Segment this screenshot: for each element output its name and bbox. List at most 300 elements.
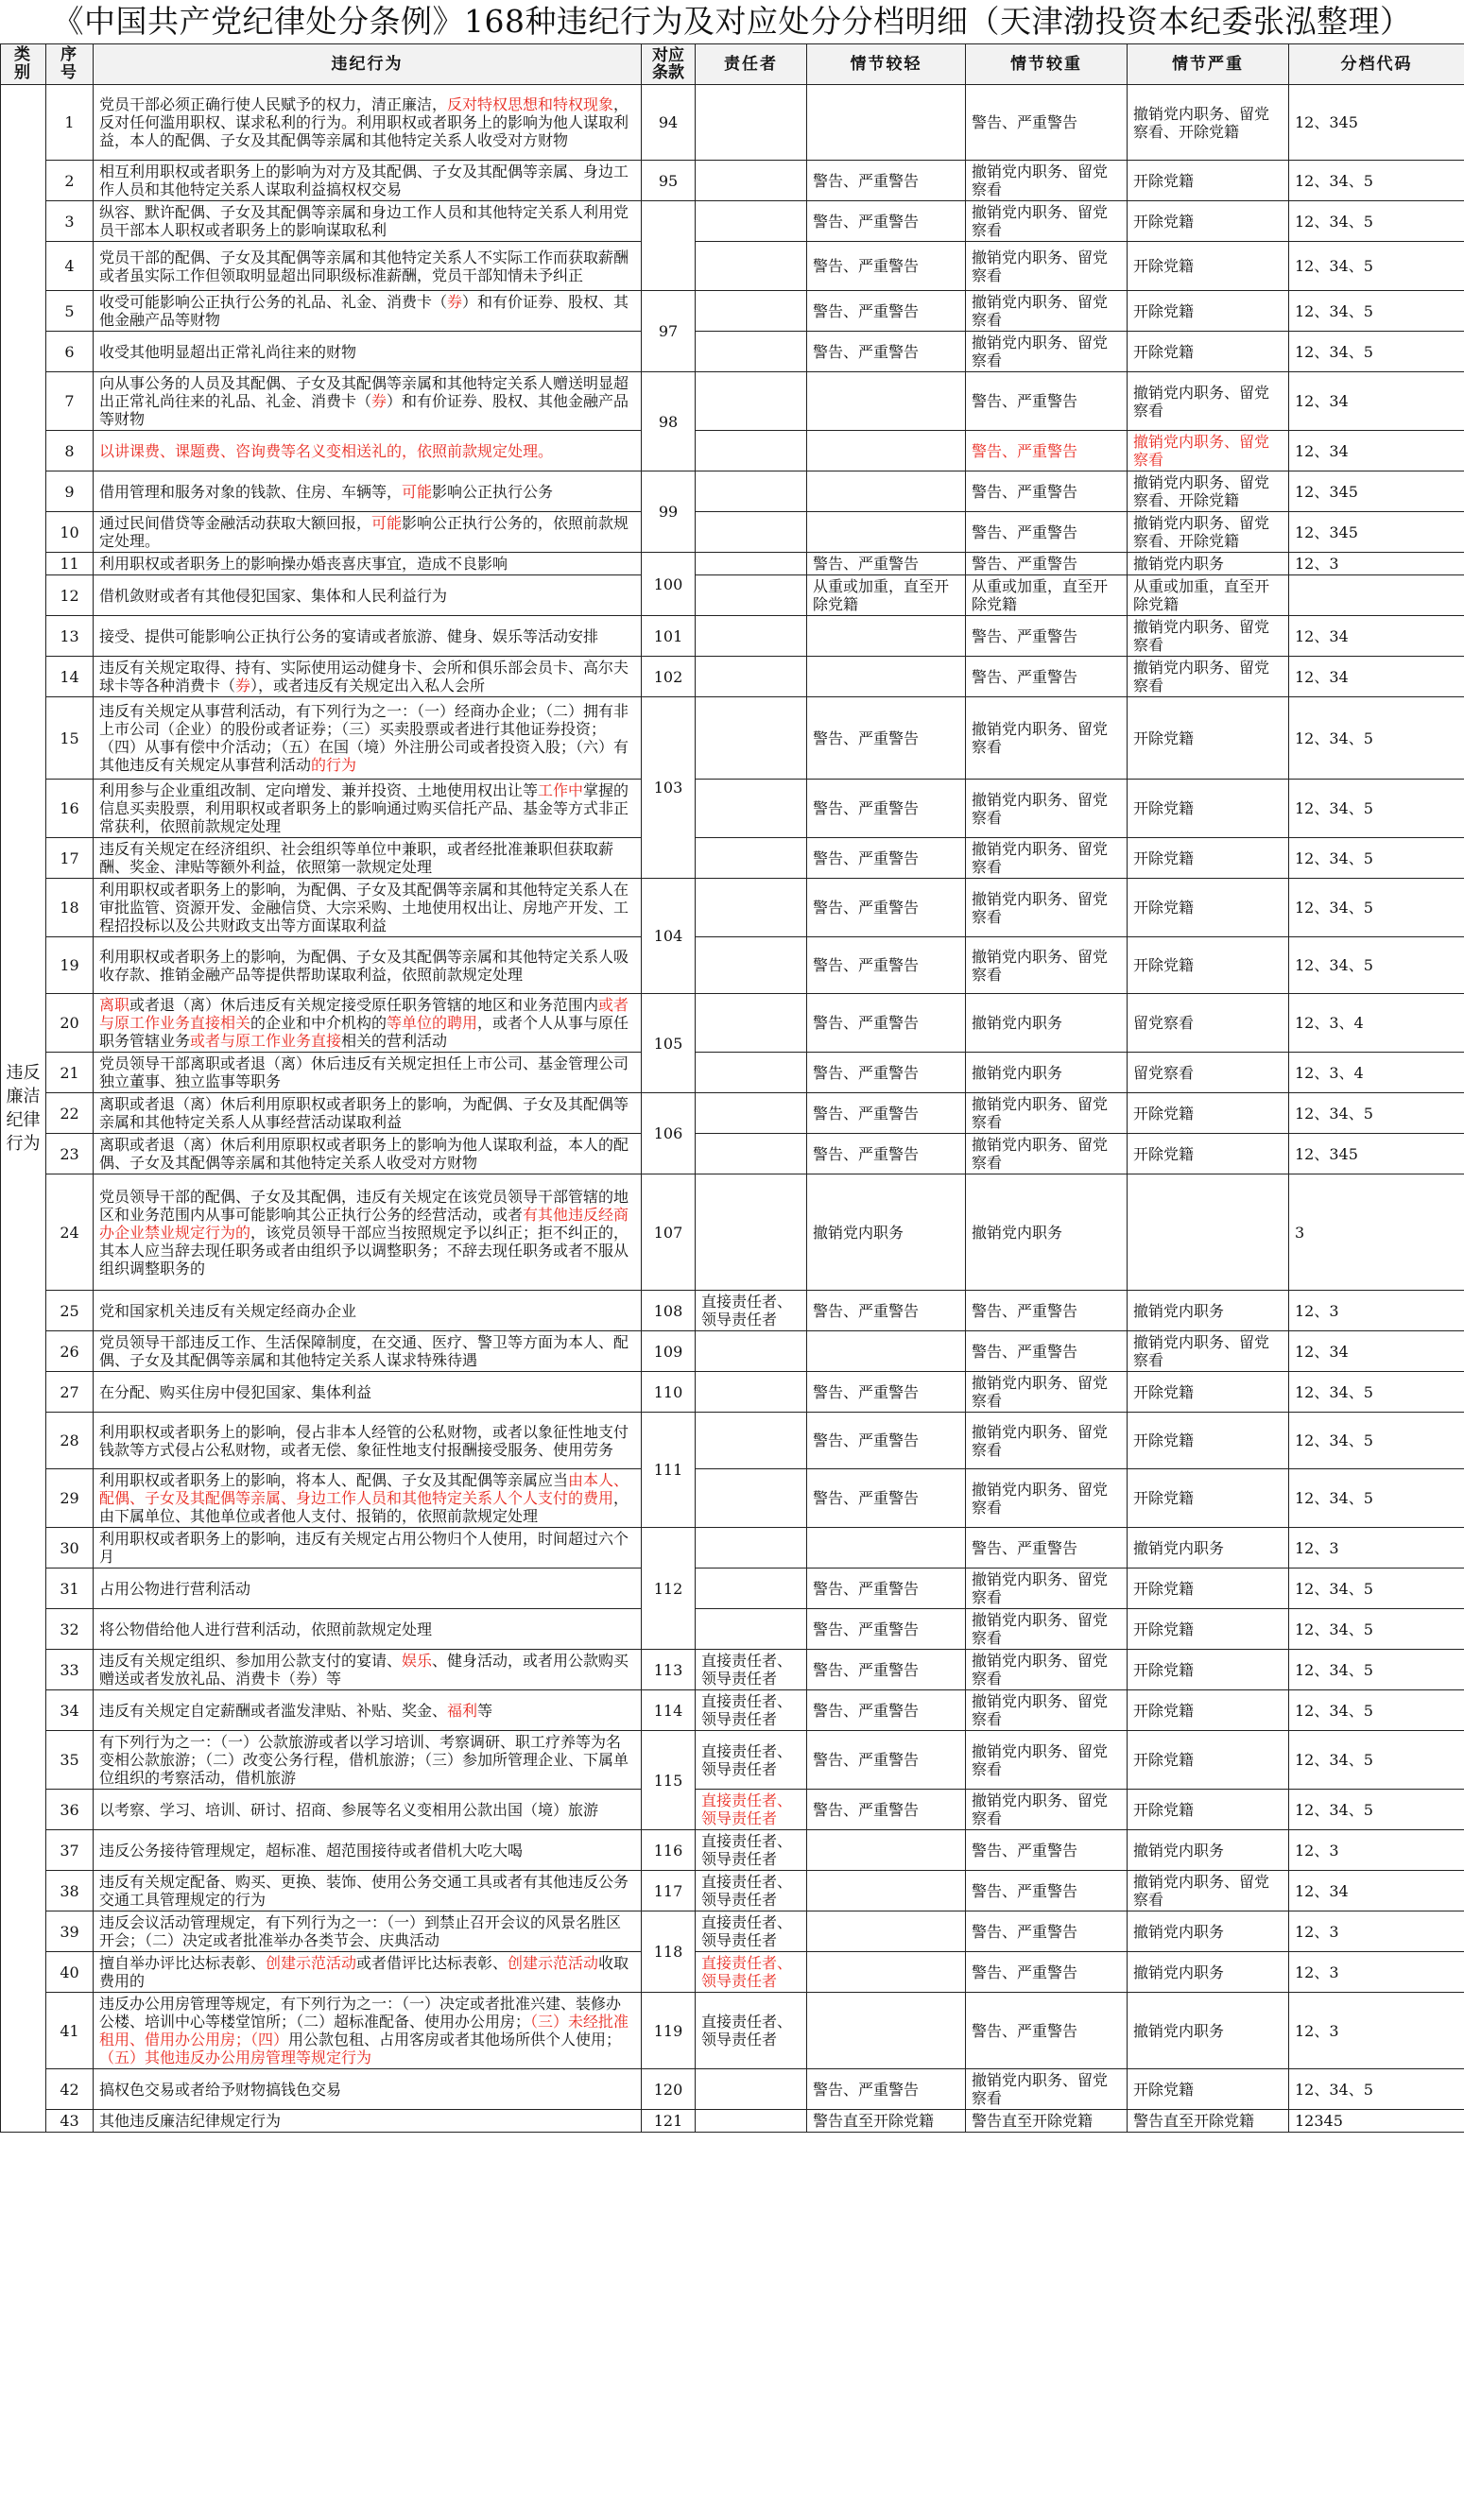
behavior-cell xyxy=(94,242,642,291)
serious-penalty-cell xyxy=(1128,994,1289,1053)
heavy-penalty-cell xyxy=(966,2069,1128,2110)
code-cell: 12、3 xyxy=(1289,1830,1464,1871)
heavy-penalty-cell xyxy=(966,471,1128,512)
article-cell: 100 xyxy=(642,553,696,616)
seq-cell: 25 xyxy=(46,1291,94,1331)
seq-cell: 34 xyxy=(46,1690,94,1731)
article-cell: 108 xyxy=(642,1291,696,1331)
responsible-cell xyxy=(696,1174,807,1291)
text-run: 撤销党内职务、留党察看 xyxy=(972,889,1109,926)
text-run: 收受其他明显超出正常礼尚往来的财物 xyxy=(99,342,357,361)
text-run: 影响公正执行公务的，依照前款规定处理。 xyxy=(99,514,629,550)
table-row xyxy=(1,372,1464,431)
behavior-cell xyxy=(94,291,642,332)
text-run: 券 xyxy=(447,293,463,311)
serious-penalty-cell xyxy=(1128,616,1289,657)
responsible-cell xyxy=(696,1093,807,1134)
light-penalty-cell xyxy=(807,553,966,575)
text-run: 撤销党内职务、留党察看、开除党籍 xyxy=(1133,473,1270,509)
light-penalty-cell xyxy=(807,1372,966,1413)
text-run: 警告、严重警告 xyxy=(813,1751,920,1769)
behavior-cell xyxy=(94,1569,642,1609)
text-run: 违反有关规定取得、持有、实际使用运动健身卡、会所和俱乐部会员卡、高尔夫球卡等各种消费卡（ xyxy=(99,659,629,694)
text-run: 警告、严重警告 xyxy=(972,1301,1078,1320)
text-run: 警告、严重警告 xyxy=(972,392,1078,410)
serious-penalty-cell xyxy=(1128,1952,1289,1993)
seq-cell: 1 xyxy=(46,85,94,161)
code-cell: 12、3 xyxy=(1289,1993,1464,2069)
light-penalty-cell xyxy=(807,657,966,697)
text-run: 撤销党内职务 xyxy=(972,1014,1063,1032)
article-cell: 118 xyxy=(642,1911,696,1993)
responsible-cell xyxy=(696,1690,807,1731)
heavy-penalty-cell xyxy=(966,780,1128,838)
code-cell xyxy=(1289,575,1464,616)
text-run: 擅自举办评比达标表彰、 xyxy=(99,1954,267,1972)
serious-penalty-cell xyxy=(1128,1134,1289,1174)
responsible-cell xyxy=(696,1650,807,1690)
table-row xyxy=(1,616,1464,657)
responsible-cell xyxy=(696,2110,807,2133)
text-run: 从重或加重，直至开除党籍 xyxy=(813,577,950,613)
article-cell: 101 xyxy=(642,616,696,657)
text-run: 警告、严重警告 xyxy=(813,729,920,747)
heavy-penalty-cell xyxy=(966,1053,1128,1093)
serious-penalty-cell xyxy=(1128,780,1289,838)
text-run: 开除党籍 xyxy=(1133,212,1195,231)
heavy-penalty-cell xyxy=(966,1871,1128,1911)
article-cell: 121 xyxy=(642,2110,696,2133)
text-run: 警告、严重警告 xyxy=(972,1342,1078,1361)
text-run: 警告、严重警告 xyxy=(813,555,920,573)
text-run: 警告、严重警告 xyxy=(813,1014,920,1032)
code-cell: 12、34 xyxy=(1289,1871,1464,1911)
text-run: 开除党籍 xyxy=(1133,171,1195,190)
text-run: 利用参与企业重组改制、定向增发、兼并投资、土地使用权出让等 xyxy=(99,781,539,799)
light-penalty-cell xyxy=(807,332,966,372)
responsible-cell xyxy=(696,1569,807,1609)
article-cell: 111 xyxy=(642,1413,696,1528)
serious-penalty-cell xyxy=(1128,201,1289,242)
code-cell: 12、34、5 xyxy=(1289,879,1464,937)
responsible-cell xyxy=(696,1790,807,1830)
seq-cell: 16 xyxy=(46,780,94,838)
heavy-penalty-cell xyxy=(966,1174,1128,1291)
seq-cell: 40 xyxy=(46,1952,94,1993)
text-run: 警告、严重警告 xyxy=(972,667,1078,686)
table-row xyxy=(1,994,1464,1053)
light-penalty-cell xyxy=(807,1569,966,1609)
article-cell: 98 xyxy=(642,372,696,471)
responsible-cell xyxy=(696,372,807,431)
seq-cell: 10 xyxy=(46,512,94,553)
behavior-cell xyxy=(94,1174,642,1291)
text-run: 撤销党内职务、留党察看 xyxy=(1133,433,1270,469)
text-run: 违反有关规定配备、购买、更换、装饰、使用公务交通工具或者有其他违反公务交通工具管理规定的行为 xyxy=(99,1873,629,1909)
seq-cell: 14 xyxy=(46,657,94,697)
light-penalty-cell xyxy=(807,1690,966,1731)
heavy-penalty-cell xyxy=(966,1469,1128,1528)
text-run: 警告、严重警告 xyxy=(972,555,1078,573)
table-row xyxy=(1,1528,1464,1569)
table-row xyxy=(1,1830,1464,1871)
article-cell: 119 xyxy=(642,1993,696,2069)
serious-penalty-cell xyxy=(1128,332,1289,372)
text-run: 警告、严重警告 xyxy=(972,1922,1078,1941)
text-run: 搞权色交易或者给予财物搞钱色交易 xyxy=(99,2080,342,2099)
text-run: 直接责任者、领导责任者 xyxy=(701,1954,793,1990)
behavior-cell xyxy=(94,372,642,431)
table-row xyxy=(1,201,1464,242)
behavior-cell xyxy=(94,1690,642,1731)
text-run: 警告、严重警告 xyxy=(813,1104,920,1123)
text-run: 警告、严重警告 xyxy=(972,1841,1078,1860)
text-run: ，由下属单位、其他单位或者他人支付、报销的，依照前款规定处理 xyxy=(99,1489,629,1525)
article-cell: 99 xyxy=(642,471,696,553)
text-run: 开除党籍 xyxy=(1133,849,1195,867)
table-row xyxy=(1,879,1464,937)
text-run: 券 xyxy=(371,392,388,410)
responsible-cell xyxy=(696,1469,807,1528)
text-run: 警告、严重警告 xyxy=(813,301,920,320)
serious-penalty-cell xyxy=(1128,161,1289,201)
header-seq: 序号 xyxy=(46,44,94,85)
text-run: 有下列行为之一：（一）公款旅游或者以学习培训、考察调研、职工疗养等为名变相公款旅游；（二）改变公务行程，借机旅游；（三）参加所管理企业、下属单位组织的考察活动，借机旅游 xyxy=(99,1733,629,1787)
behavior-cell xyxy=(94,1053,642,1093)
article-cell: 110 xyxy=(642,1372,696,1413)
text-run: 撤销党内职务、留党察看 xyxy=(972,1374,1109,1410)
category-cell xyxy=(1,85,46,2133)
text-run: 警告、严重警告 xyxy=(813,1579,920,1598)
responsible-cell xyxy=(696,697,807,780)
code-cell: 12、345 xyxy=(1289,1134,1464,1174)
header-heavy: 情节较重 xyxy=(966,44,1128,85)
serious-penalty-cell xyxy=(1128,1174,1289,1291)
seq-cell: 28 xyxy=(46,1413,94,1469)
heavy-penalty-cell xyxy=(966,291,1128,332)
responsible-cell xyxy=(696,161,807,201)
responsible-cell xyxy=(696,1952,807,1993)
text-run: 撤销党内职务 xyxy=(1133,2021,1225,2040)
text-run: 警告直至开除党籍 xyxy=(813,2112,935,2130)
heavy-penalty-cell xyxy=(966,1790,1128,1830)
light-penalty-cell xyxy=(807,1331,966,1372)
text-run: 有其他违反经商办企业禁业规定行为的 xyxy=(99,1205,629,1242)
text-run: 从重或加重，直至开除党籍 xyxy=(972,577,1109,613)
text-run: 直接责任者、领导责任者 xyxy=(701,1741,793,1778)
article-cell: 114 xyxy=(642,1690,696,1731)
table-row xyxy=(1,512,1464,553)
article-cell: 104 xyxy=(642,879,696,994)
light-penalty-cell xyxy=(807,994,966,1053)
text-run: 撤销党内职务、留党察看 xyxy=(972,790,1109,827)
text-run: 直接责任者、领导责任者 xyxy=(701,1873,793,1909)
light-penalty-cell xyxy=(807,1469,966,1528)
seq-cell: 23 xyxy=(46,1134,94,1174)
text-run: 离职或者退（离）休后利用原职权或者职务上的影响，为配偶、子女及其配偶等亲属和其他特定关系人从事经营活动谋取利益 xyxy=(99,1095,629,1131)
text-run: 相互利用职权或者职务上的影响为对方及其配偶、子女及其配偶等亲属、身边工作人员和其他特定关系人谋取利益搞权权交易 xyxy=(99,163,629,198)
heavy-penalty-cell xyxy=(966,1134,1128,1174)
header-behavior: 违纪行为 xyxy=(94,44,642,85)
light-penalty-cell xyxy=(807,431,966,471)
seq-cell: 18 xyxy=(46,879,94,937)
behavior-cell xyxy=(94,697,642,780)
heavy-penalty-cell xyxy=(966,1650,1128,1690)
text-run: 由本人、配偶、子女及其配偶等亲属、身边工作人员和其他特定关系人个人支付的费用 xyxy=(99,1471,629,1507)
code-cell: 12、34、5 xyxy=(1289,780,1464,838)
text-run: 的行为 xyxy=(311,756,357,774)
text-run: 利用职权或者职务上的影响，为配偶、子女及其配偶等亲属和其他特定关系人在审批监管、资源开发、金融信贷、大宗采购、土地使用权出让、房地产开发、工程招投标以及公共财政支出等方面谋取利益 xyxy=(99,881,629,934)
text-run: 撤销党内职务 xyxy=(1133,1922,1225,1941)
code-cell: 12、345 xyxy=(1289,471,1464,512)
serious-penalty-cell xyxy=(1128,471,1289,512)
light-penalty-cell xyxy=(807,1413,966,1469)
text-run: 或者退（离）休后违反有关规定接受原任职务管辖的地区和业务范围内 xyxy=(129,996,599,1014)
text-run: 开除党籍 xyxy=(1133,729,1195,747)
text-run: 警告、严重警告 xyxy=(972,1963,1078,1981)
serious-penalty-cell xyxy=(1128,1053,1289,1093)
text-run: 撤销党内职务、留党察看 xyxy=(972,1480,1109,1517)
table-row xyxy=(1,575,1464,616)
text-run: 借机敛财或者有其他侵犯国家、集体和人民利益行为 xyxy=(99,586,448,605)
text-run: 直接责任者、领导责任者 xyxy=(701,1293,793,1329)
behavior-cell xyxy=(94,616,642,657)
text-run: 违反办公用房管理等规定，有下列行为之一：（一）决定或者批准兴建、装修办公楼、培训中心等楼堂馆所；（二）超标准配备、使用办公用房； xyxy=(99,1995,622,2031)
text-run: 党员干部必须正确行使人民赋予的权力，清正廉洁， xyxy=(99,95,448,113)
seq-cell: 5 xyxy=(46,291,94,332)
text-run: 等单位的聘用 xyxy=(387,1014,478,1032)
text-run: 撤销党内职务、留党察看 xyxy=(1133,659,1270,694)
heavy-penalty-cell xyxy=(966,1528,1128,1569)
serious-penalty-cell xyxy=(1128,1911,1289,1952)
code-cell: 12、345 xyxy=(1289,85,1464,161)
seq-cell: 35 xyxy=(46,1731,94,1790)
header-light: 情节较轻 xyxy=(807,44,966,85)
table-row xyxy=(1,937,1464,994)
text-run: 撤销党内职务 xyxy=(1133,1963,1225,1981)
text-run: 利用职权或者职务上的影响操办婚丧喜庆事宜，造成不良影响 xyxy=(99,555,508,573)
responsible-cell xyxy=(696,616,807,657)
serious-penalty-cell xyxy=(1128,1569,1289,1609)
responsible-cell xyxy=(696,994,807,1053)
text-run: 撤销党内职务 xyxy=(972,1223,1063,1242)
code-cell: 12、34、5 xyxy=(1289,1413,1464,1469)
heavy-penalty-cell xyxy=(966,2110,1128,2133)
text-run: 开除党籍 xyxy=(1133,301,1195,320)
serious-penalty-cell xyxy=(1128,575,1289,616)
text-run: 开除党籍 xyxy=(1133,956,1195,974)
responsible-cell xyxy=(696,1331,807,1372)
table-row xyxy=(1,1174,1464,1291)
behavior-cell xyxy=(94,1093,642,1134)
table-row xyxy=(1,1469,1464,1528)
behavior-cell xyxy=(94,2069,642,2110)
text-run: 其他违反廉洁纪律规定行为 xyxy=(99,2112,282,2130)
light-penalty-cell xyxy=(807,1528,966,1569)
text-run: 开除党籍 xyxy=(1133,1382,1195,1401)
text-run: 撤销党内职务、留党察看 xyxy=(972,203,1109,239)
code-cell: 12、34、5 xyxy=(1289,1650,1464,1690)
serious-penalty-cell xyxy=(1128,1830,1289,1871)
code-cell: 12、34、5 xyxy=(1289,2069,1464,2110)
text-run: 警告、严重警告 xyxy=(813,1063,920,1082)
code-cell: 12、3 xyxy=(1289,553,1464,575)
behavior-cell xyxy=(94,838,642,879)
behavior-cell xyxy=(94,1871,642,1911)
table-row xyxy=(1,332,1464,372)
table-row xyxy=(1,1871,1464,1911)
serious-penalty-cell xyxy=(1128,553,1289,575)
table-row xyxy=(1,1413,1464,1469)
code-cell: 12、34、5 xyxy=(1289,1372,1464,1413)
heavy-penalty-cell xyxy=(966,1911,1128,1952)
seq-cell: 9 xyxy=(46,471,94,512)
text-run: 可能 xyxy=(402,482,433,501)
responsible-cell xyxy=(696,553,807,575)
text-run: 撤销党内职务、留党察看 xyxy=(1133,1873,1270,1909)
responsible-cell xyxy=(696,431,807,471)
behavior-cell xyxy=(94,1134,642,1174)
seq-cell: 33 xyxy=(46,1650,94,1690)
table-row xyxy=(1,838,1464,879)
responsible-cell xyxy=(696,1731,807,1790)
behavior-cell xyxy=(94,1609,642,1650)
article-cell: 117 xyxy=(642,1871,696,1911)
table-row xyxy=(1,657,1464,697)
responsible-cell xyxy=(696,1871,807,1911)
seq-cell: 3 xyxy=(46,201,94,242)
text-run: 通过民间借贷等金融活动获取大额回报， xyxy=(99,514,372,532)
text-run: 撤销党内职务、留党察看 xyxy=(972,1136,1109,1172)
seq-cell: 24 xyxy=(46,1174,94,1291)
text-run: 创建示范活动 xyxy=(266,1954,357,1972)
text-run: 警告、严重警告 xyxy=(813,2080,920,2099)
light-penalty-cell xyxy=(807,1609,966,1650)
text-run: 撤销党内职务、留党察看 xyxy=(972,1741,1109,1778)
text-run: 开除党籍 xyxy=(1133,1701,1195,1720)
text-run: 开除党籍 xyxy=(1133,1431,1195,1449)
responsible-cell xyxy=(696,332,807,372)
table-row xyxy=(1,1569,1464,1609)
light-penalty-cell xyxy=(807,1993,966,2069)
text-run: 、健身活动，或者用公款购买赠送或者发放礼品、消费卡（券）等 xyxy=(99,1652,629,1688)
serious-penalty-cell xyxy=(1128,1331,1289,1372)
table-row xyxy=(1,1331,1464,1372)
code-cell: 12、34、5 xyxy=(1289,332,1464,372)
code-cell: 12、34、5 xyxy=(1289,1790,1464,1830)
code-cell: 12、34、5 xyxy=(1289,838,1464,879)
serious-penalty-cell xyxy=(1128,1871,1289,1911)
code-cell: 12、34、5 xyxy=(1289,1690,1464,1731)
responsible-cell xyxy=(696,1528,807,1569)
text-run: 开除党籍 xyxy=(1133,1660,1195,1679)
code-cell: 12、34 xyxy=(1289,616,1464,657)
text-run: 开除党籍 xyxy=(1133,2080,1195,2099)
behavior-cell xyxy=(94,201,642,242)
light-penalty-cell xyxy=(807,1291,966,1331)
text-run: 开除党籍 xyxy=(1133,899,1195,917)
responsible-cell xyxy=(696,1372,807,1413)
text-run: 福利 xyxy=(447,1701,478,1720)
heavy-penalty-cell xyxy=(966,616,1128,657)
header-responsible: 责任者 xyxy=(696,44,807,85)
code-cell: 12、34、5 xyxy=(1289,242,1464,291)
table-row xyxy=(1,85,1464,161)
light-penalty-cell xyxy=(807,879,966,937)
table-row xyxy=(1,1609,1464,1650)
seq-cell: 12 xyxy=(46,575,94,616)
heavy-penalty-cell xyxy=(966,1690,1128,1731)
text-run: 党和国家机关违反有关规定经商办企业 xyxy=(99,1301,357,1320)
text-run: 警告、严重警告 xyxy=(813,1620,920,1638)
text-run: 撤销党内职务 xyxy=(1133,1841,1225,1860)
text-run: 撤销党内职务、留党察看 xyxy=(972,1570,1109,1606)
behavior-cell xyxy=(94,937,642,994)
light-penalty-cell xyxy=(807,1911,966,1952)
behavior-cell xyxy=(94,1952,642,1993)
text-run: 警告、严重警告 xyxy=(813,1701,920,1720)
header-serious: 情节严重 xyxy=(1128,44,1289,85)
seq-cell: 41 xyxy=(46,1993,94,2069)
text-run: 开除党籍 xyxy=(1133,1751,1195,1769)
light-penalty-cell xyxy=(807,512,966,553)
text-run: 警告、严重警告 xyxy=(972,1538,1078,1557)
responsible-cell xyxy=(696,1609,807,1650)
code-cell: 12、34、5 xyxy=(1289,1469,1464,1528)
responsible-cell xyxy=(696,201,807,242)
serious-penalty-cell xyxy=(1128,1790,1289,1830)
text-run: ，或者个人从事与原任职务管辖业务 xyxy=(99,1014,629,1050)
code-cell: 12、3 xyxy=(1289,1911,1464,1952)
behavior-cell xyxy=(94,161,642,201)
code-cell: 12、34、5 xyxy=(1289,1569,1464,1609)
text-run: 撤销党内职务 xyxy=(1133,1538,1225,1557)
text-run: 券 xyxy=(235,677,251,694)
text-run: 撤销党内职务、留党察看 xyxy=(1133,618,1270,654)
light-penalty-cell xyxy=(807,201,966,242)
heavy-penalty-cell xyxy=(966,1291,1128,1331)
behavior-cell xyxy=(94,994,642,1053)
text-run: 开除党籍 xyxy=(1133,1489,1195,1507)
code-cell: 12、34、5 xyxy=(1289,937,1464,994)
seq-cell: 27 xyxy=(46,1372,94,1413)
text-run: 撤销党内职务、留党察看 xyxy=(972,293,1109,329)
text-run: ）和有价证券、股权、其他金融产品等财物 xyxy=(99,293,629,329)
heavy-penalty-cell xyxy=(966,201,1128,242)
serious-penalty-cell xyxy=(1128,1650,1289,1690)
light-penalty-cell xyxy=(807,1790,966,1830)
text-run: 撤销党内职务、留党察看、开除党籍 xyxy=(1133,104,1270,141)
text-run: 向从事公务的人员及其配偶、子女及其配偶等亲属和其他特定关系人赠送明显超出正常礼尚往来的礼品、礼金、消费卡（ xyxy=(99,374,629,410)
behavior-cell xyxy=(94,1830,642,1871)
code-cell: 12、34 xyxy=(1289,657,1464,697)
light-penalty-cell xyxy=(807,1093,966,1134)
responsible-cell xyxy=(696,838,807,879)
light-penalty-cell xyxy=(807,575,966,616)
heavy-penalty-cell xyxy=(966,1952,1128,1993)
seq-cell: 22 xyxy=(46,1093,94,1134)
seq-cell: 36 xyxy=(46,1790,94,1830)
text-run: 开除党籍 xyxy=(1133,799,1195,817)
text-run: 警告、严重警告 xyxy=(813,212,920,231)
text-run: 开除党籍 xyxy=(1133,1620,1195,1638)
light-penalty-cell xyxy=(807,2069,966,2110)
text-run: 或者借评比达标表彰、 xyxy=(356,1954,508,1972)
serious-penalty-cell xyxy=(1128,879,1289,937)
serious-penalty-cell xyxy=(1128,1609,1289,1650)
responsible-cell xyxy=(696,242,807,291)
light-penalty-cell xyxy=(807,291,966,332)
